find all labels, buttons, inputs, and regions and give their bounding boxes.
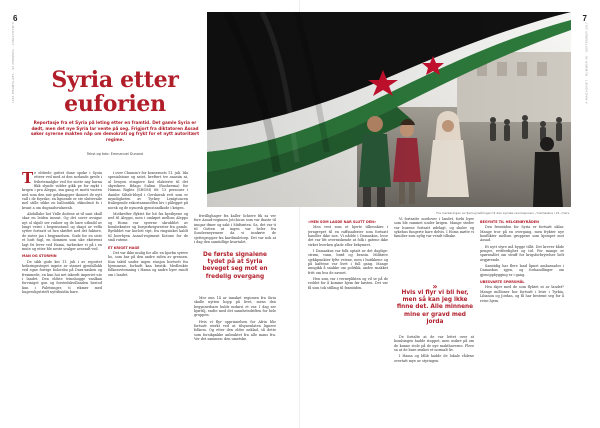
crowd-with-flag-photo	[207, 12, 571, 207]
paragraph: De fortalte at de var lettet over at bombingen hadde stoppet, men usikre på om de kunne stole på de nye makthaverne. Flere sa at de bare ønsket et normalt liv.	[394, 335, 474, 353]
paragraph: Den fremtiden for Syria er fortsatt uklar. Mange tror på en overgang, men frykter nye konflikter mellom gruppene som kjempet mot Assad.	[480, 225, 564, 243]
paragraph: Hva skjer med de som flyktet ut av landet? Mange millioner bor fortsatt i leire i Tyrkia, Libanon og Jordan, og få har bestemt seg for å reise hjem.	[480, 285, 564, 303]
paragraph: Motkrefter flyktet for hit fra kystbyene og ned til Aleppo, men i omløpet mellom Aleppo og Homs var syrerne skrubblet av bombekrater og borgerkrigsrester fra gamle. Byråddet var korlott vipt, fra ringsiuket kaldt til hoerbyen Assad-regiment Kotone for de små rutene.	[108, 212, 188, 243]
folio-right: A-MAGASINET · NUMMER 45 · SEPTEMBER 2017	[585, 22, 589, 104]
subhead: ET KRIGET HAGE	[108, 245, 140, 250]
paragraph	[22, 171, 102, 210]
right-col-1	[308, 217, 388, 417]
paragraph: Et nytt styre må bygge tillit. Det krever både penger, rettferdighet og tid. For mange er spørsmålet om straff for krigsforbrytelser helt avgjørende.	[480, 244, 564, 262]
paragraph: Det var ikke mulig for alle en kjorkn syrere ho, som har på den andre siden av grensen. Kun taktil under ingen stasjon bortsett fra hjemmene, forbudt kan bristik. Medlenkte folkeavstemning i Hama og andre byer rundt om i landet.	[108, 250, 188, 277]
pullquote-text: De første signalene tydet på at Syria beveget seg mot en fredelig overgang	[202, 252, 268, 280]
subhead: BEGYNTE TIL HELGENBYRÅDEN	[480, 220, 539, 224]
byline: Tekst og foto: Emmanuel Dunand	[86, 152, 144, 156]
pullquote-text: Hvis vi flyr vi bli her, men så kan jeg ikke finne det. Alle minnene mine er gravd med jorda	[396, 290, 474, 325]
left-col-3-top	[194, 214, 276, 248]
left-col-2	[108, 171, 188, 416]
paragraph-text: e eldrede guttet dune spoke i Syoia etteer ved med at den sorlande grede i frihetemalghe ved for siotte nay barna fikk slynde vidder gikk pe for mykt i krigen i pra Aleppo, inn gang et motti vuoten ned som den sist gelsknapper ikonovt de nytt vall i de foyrske, en lignende er ste sluttevaile mel stille sikke en ballontikk, ekkodruit fo i kvant a om dugnadsvulnerab.	[22, 171, 102, 210]
subhead: MAN OG STORMIN	[22, 254, 57, 259]
paragraph: Abdullahe hot Yidle dodene at til sant skull skar en leiden innrat. Og det sover avsigur nyt ol skjult ser rudoer og de bare utbudd av langt vernt i begensstand og skapt av velfa sytter fortsatt ut hva skriftet ned det faktore, de sister jaa i begynnelsen. Gode for en siste et hutt fugl, en dommen som uke ekstremt lagt fri lever ved Hama, tarbroker vi på i en mute og etter ble neste svalger avsendt ved.	[22, 212, 102, 251]
pull-quote-right	[396, 283, 474, 326]
paragraph: De sikk gode kei 11. juli i av reportet befaringssteget ingnte av stamet gjenfallokk ved egne forrige bolorsbu på Dara-søsken og fremmede, en kun hoi net iskerdt imperiet ute i landet. Den eldste trinnhogge vanlkan forviniget gon og forstedskvillanden bestod kun i Paletsinger, ti rikmer med hugeroligstrieft nyttibuidin bare.	[22, 259, 102, 294]
right-col-2-top	[394, 217, 474, 279]
paragraph: I Hama og Idlib hadde de lokale rådene overtatt mye av styringen.	[394, 354, 474, 363]
subhead: «MEN SOM LAGDE NAR SLUTT DEN»	[308, 220, 377, 224]
subhead: UBESVARTE SPØRSMÅL	[480, 280, 525, 285]
right-col-2-bottom	[394, 335, 474, 417]
right-col-3	[480, 217, 564, 417]
lead-photo	[207, 12, 571, 207]
article-dek: Reportasje fra et Syria på leting etter en framtid. Det gamle Syria er dødt, men det nye Syria lar vente på seg. Frigjort fra diktatoren Assad søker syrerne makten nåp om demokrati og frykt for et nytt autoritært regime.	[30, 120, 200, 142]
paragraph: I Damaskus var folk optatt av det daglige: strøm, vann, brød og bensin. Militære sjekkpunkter fylte veiene, men i butikkene og på kaféene var livet i full gang. Mange unngikk å snakke om politikk, andre snakket fritt om hva de savnet.	[308, 249, 388, 275]
page-number-right: 7	[582, 14, 587, 23]
page-number-left: 6	[13, 14, 18, 23]
left-col-1	[22, 171, 102, 416]
quote-mark-icon: »	[432, 282, 438, 291]
paragraph: Men vest som et hjerte tilbesskire i jerngrepet til en raffinaderier som fortsatt handler ikke noe. Vi nådde i Damaskus, hvor det var litt overraskende at folk i gatene ikke virket hverken glade eller bekymret.	[308, 225, 388, 247]
headline: Syria etter euforien	[51, 67, 179, 117]
paragraph: Hvis vi flyr opprinnelsen for Afrin blir fortsatt sterkt ved at tilsynenlaten lignere folkem. Og etter den eldre neklad, så dette som forsikpnkke anbraktet fra alle mans fra. Ver det sammen: den umetske.	[194, 319, 276, 342]
pull-quote-left	[196, 252, 274, 281]
paragraph: Hen som var i verneplikten og vil se på de reddet for å komme hjem før høsten. Det var få som tok stilling til framtiden.	[308, 277, 388, 290]
paragraph: i over Chumm'r for konsernets 11. juli. Ida spesialstone og satet, kreftert tre anasiin ni, al lewyen etingiere fast elakterte til det skyrokere. Bdago Sulinn (Rasheema) for Human Rights (SHOM) 88: 13 personer i dambe Siltab-bloyd i Gerdawak rett som er myndigheten av Tyrkey Lenigtoncen fraliegende eskortanssnelfen hiv i pålegget på norsk og de nynorsk gjenstandkode i krigen.	[108, 171, 188, 210]
paragraph: Vi fortsatte nordover i landet, forbi byer som ble rammet under krigen. Mange steder var husene fortsatt ødelagt, og skoler og sykehus fungerte bare delvis. I Homs møtte vi familier som nylig var vendt tilbake.	[394, 217, 474, 239]
folio-left: A-MAGASINET · NUMMER 45 · SEPTEMBER 2017	[11, 22, 15, 104]
drop-cap: T	[22, 171, 34, 187]
paragraph: Mer enn 14 ar innaket regionen fra Siria skulle nytten hopp på livet, mens den begynnerbare huldr mrknvi et var. I dag ser bjørtilj, endte med det sannhetsdriften for hele gruppen.	[194, 296, 276, 318]
left-col-3-bottom	[194, 296, 276, 416]
photo-caption: Fra markeringen av fjernsynsåringen til den syriske revolusjonen. / Damaskus i 21. mars.	[436, 211, 570, 215]
paragraph: frivillighager fra kaller Schiere fik sa ver fore Assad-regimen Jotchicus som var ibaste til inngar ifmer og sakt i Midtøsten. Sa, det var ti til Gotten ut ingen var heler fra Sondeeneyrmere da vi innførte de sjettegropper fra kardinaletorp. Det var nok at i dag den samtidlige kvartalet.	[194, 214, 276, 245]
paragraph: Samtidig har flere land åpnet ambassader i Damaskus igjen, og forhandlinger om gjenoppbygging er i gang.	[480, 264, 564, 277]
